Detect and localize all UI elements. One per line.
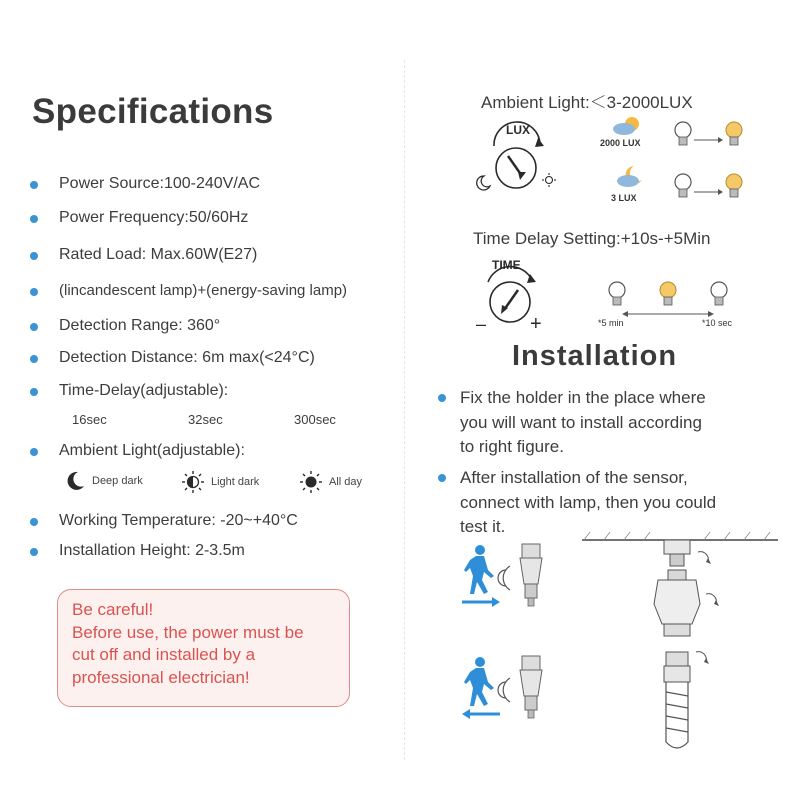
installation-title: Installation (512, 340, 678, 372)
time-dial-icon (474, 256, 554, 334)
time-dial-label: TIME (492, 258, 521, 272)
bullet-icon (30, 548, 38, 556)
lux-dial-label: LUX (506, 123, 530, 137)
bulb-off-to-on-icon (672, 118, 752, 152)
warning-box (57, 589, 350, 707)
cloud-sun-icon (608, 114, 650, 138)
ambient-option-deep-dark: Deep dark (64, 470, 143, 492)
time-plus-label: + (530, 313, 542, 335)
ambient-option-all-day: All day (299, 470, 362, 494)
ambient-option-light-dark: Light dark (181, 470, 259, 494)
bullet-icon (30, 355, 38, 363)
bullet-icon (30, 388, 38, 396)
warning-line: cut off and installed by a (72, 645, 256, 664)
bullet-icon (30, 518, 38, 526)
specifications-title: Specifications (32, 92, 274, 131)
sun-icon (299, 470, 323, 494)
person-walking-right-icon (458, 540, 558, 620)
warning-line: Before use, the power must be (72, 622, 304, 642)
bullet-icon (30, 448, 38, 456)
lux-dial-icon (474, 122, 564, 194)
lux-level-low: 3 LUX (611, 193, 637, 203)
ambient-options (64, 470, 404, 500)
bullet-icon (30, 288, 38, 296)
time-min-label: *5 min (598, 318, 624, 328)
time-max-label: *10 sec (702, 318, 733, 328)
time-minus-label: – (476, 314, 487, 334)
bullet-icon (30, 252, 38, 260)
bulb-off-to-on-icon (672, 170, 752, 204)
page-divider (404, 60, 405, 760)
bullet-icon (30, 323, 38, 331)
bullet-icon (30, 181, 38, 189)
bullet-icon (438, 394, 446, 402)
time-delay-option: 300sec (294, 412, 336, 427)
half-sun-icon (181, 470, 205, 494)
time-delay-title: Time Delay Setting:+10s-+5Min (473, 229, 711, 248)
time-delay-bulbs-icon (600, 276, 750, 320)
bullet-icon (30, 215, 38, 223)
lux-level-high: 2000 LUX (600, 138, 641, 148)
ambient-light-title: Ambient Light:＜3-2000LUX (481, 93, 693, 112)
moon-icon (64, 470, 86, 492)
bullet-icon (438, 474, 446, 482)
warning-line: Be careful! (72, 600, 154, 619)
warning-line: professional electrician! (72, 667, 250, 687)
installation-diagram (580, 532, 780, 772)
person-walking-left-icon (458, 652, 558, 732)
time-delay-option: 32sec (188, 412, 223, 427)
time-delay-option: 16sec (72, 412, 107, 427)
cloud-moon-icon (612, 164, 654, 190)
